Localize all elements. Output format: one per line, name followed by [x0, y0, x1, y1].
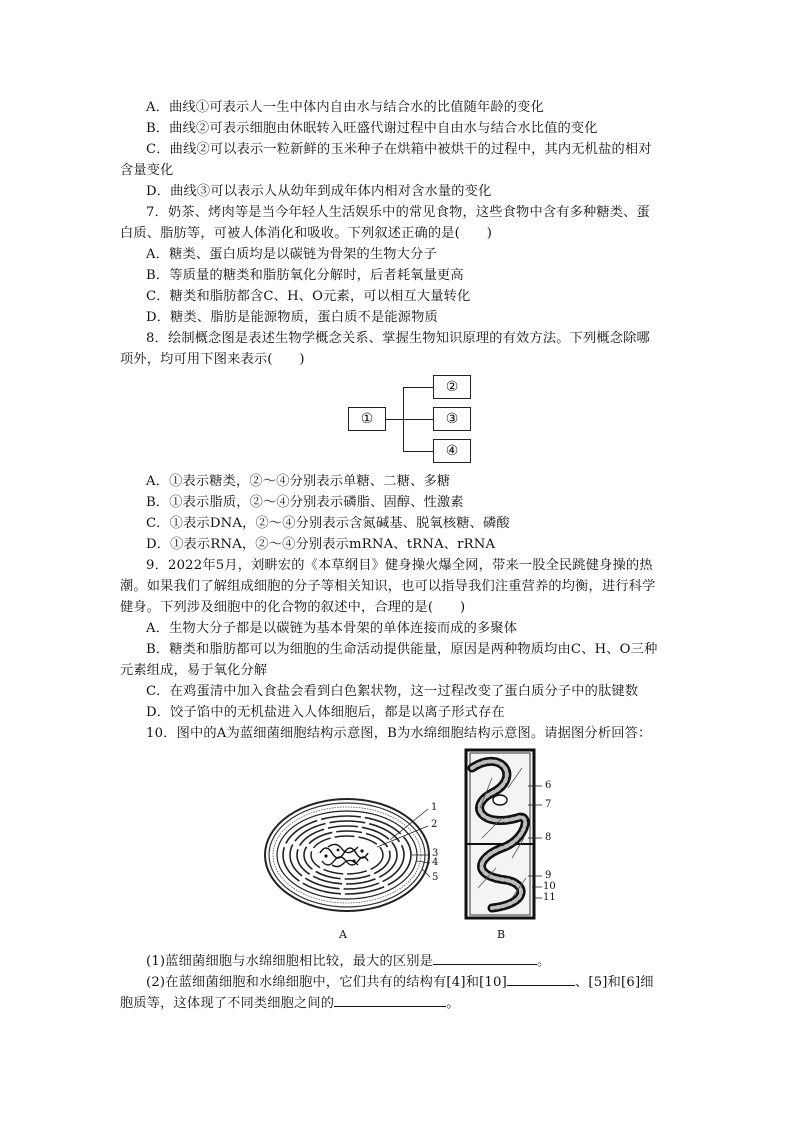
answer-blank-3[interactable] [334, 992, 446, 1007]
q7-option-c: C．糖类和脂肪都含C、H、O元素，可以相互大量转化 [146, 289, 471, 304]
q7-option-d: D．糖类、脂肪是能源物质，蛋白质不是能源物质 [146, 310, 438, 325]
concept-child-box-2: ② [433, 375, 471, 399]
figure-b-number-11: 11 [543, 892, 556, 903]
q10-sub2-prompt: (2)在蓝细菌细胞和水绵细胞中，它们共有的结构有[4]和[10] [146, 975, 507, 990]
nucleus [493, 795, 507, 805]
q7-stem-line2: 白质、脂肪等，可被人体消化和吸收。下列叙述正确的是( ) [120, 226, 493, 241]
figure-a-number-4: 4 [432, 857, 439, 868]
ribosome [324, 854, 327, 857]
figure-a-label: A [339, 928, 347, 941]
q9-option-c: C．在鸡蛋清中加入食盐会看到白色絮状物，这一过程改变了蛋白质分子中的肽键数 [146, 684, 639, 699]
q8-stem-line1: 8．绘制概念图是表述生物学概念关系、掌握生物知识原理的有效方法。下列概念除哪 [146, 331, 650, 346]
q7-stem-line1: 7．奶茶、烤肉等是当今年轻人生活娱乐中的常见食物，这些食物中含有多种糖类、蛋 [146, 205, 650, 220]
figure-a-number-1: 1 [431, 802, 438, 813]
figure-a-number-3: 3 [432, 848, 439, 859]
q8-option-d: D．①表示RNA，②～④分别表示mRNA、tRNA、rRNA [146, 537, 496, 552]
q6-option-d: D．曲线③可以表示人从幼年到成年体内相对含水量的变化 [146, 184, 492, 199]
concept-root-box: ① [348, 407, 386, 431]
connector-2 [403, 387, 433, 388]
connector-root [385, 419, 403, 420]
figure-b-number-10: 10 [543, 881, 556, 892]
q9-option-d: D．饺子馅中的无机盐进入人体细胞后，都是以离子形式存在 [146, 705, 505, 720]
figure-b-number-7: 7 [545, 799, 552, 810]
q10-sub2-end: 。 [446, 996, 460, 1011]
q6-option-b: B．曲线②可表示细胞由休眠转入旺盛代谢过程中自由水与结合水比值的变化 [146, 121, 598, 136]
q8-stem-line2: 项外，均可用下图来表示( ) [120, 352, 305, 367]
figure-b-number-9: 9 [545, 870, 552, 881]
figure-a-number-2: 2 [431, 819, 438, 830]
answer-blank-2[interactable] [507, 971, 575, 986]
q10-sub2-prompt-2: 胞质等，这体现了不同类细胞之间的 [120, 996, 335, 1011]
connector-3 [403, 419, 433, 420]
q10-stem: 10．图中的A为蓝细菌细胞结构示意图，B为水绵细胞结构示意图。请据图分析回答： [146, 726, 652, 741]
concept-child-box-3: ③ [433, 407, 471, 431]
q9-stem-line3: 健身。下列涉及细胞中的化合物的叙述中，合理的是( ) [120, 600, 466, 615]
figure-b-number-6: 6 [545, 780, 552, 791]
q7-option-b: B．等质量的糖类和脂肪氧化分解时，后者耗氧量更高 [146, 268, 464, 283]
q6-option-a: A．曲线①可表示人一生中体内自由水与结合水的比值随年龄的变化 [146, 100, 544, 115]
q8-option-c: C．①表示DNA，②～④分别表示含氮碱基、脱氧核糖、磷酸 [146, 516, 510, 531]
q10-sub1-end: 。 [537, 954, 551, 969]
q8-option-a: A．①表示糖类，②～④分别表示单糖、二糖、多糖 [146, 474, 451, 489]
q8-option-b: B．①表示脂质，②～④分别表示磷脂、固醇、性激素 [146, 495, 464, 510]
ribosome [352, 859, 355, 862]
q9-stem-line1: 9．2022年5月，刘畊宏的《本草纲目》健身操火爆全网，带来一股全民跳健身操的热 [146, 558, 653, 573]
figure-b-label: B [497, 928, 506, 941]
ribosome [337, 849, 340, 852]
figure-a-number-5: 5 [432, 872, 439, 883]
ribosome [360, 849, 363, 852]
q7-option-a: A．糖类、蛋白质均是以碳链为骨架的生物大分子 [146, 247, 437, 262]
q10-sub2-mid: 、[5]和[6]细 [574, 975, 654, 990]
q9-option-b-line2: 元素组成，易于氧化分解 [120, 663, 268, 678]
q9-stem-line2: 潮。如果我们了解组成细胞的分子等相关知识，也可以指导我们注重营养的均衡，进行科学 [120, 579, 656, 594]
figure-b-spirogyra [462, 748, 542, 920]
answer-blank-1[interactable] [433, 950, 537, 965]
q10-sub1-prompt: (1)蓝细菌细胞与水绵细胞相比较，最大的区别是 [146, 954, 434, 969]
q9-option-b-line1: B．糖类和脂肪都可以为细胞的生命活动提供能量，原因是两种物质均由C、H、O三种 [146, 642, 658, 657]
concept-child-box-4: ④ [433, 439, 471, 463]
figure-b-number-8: 8 [545, 832, 552, 843]
q6-option-c-line1: C．曲线②可以表示一粒新鲜的玉米种子在烘箱中被烘干的过程中，其内无机盐的相对 [146, 142, 652, 157]
figure-a-cyanobacterium [262, 795, 452, 925]
q9-option-a: A．生物大分子都是以碳链为基本骨架的单体连接而成的多聚体 [146, 621, 518, 636]
q10-sub2-line1 [146, 971, 654, 993]
q10-sub2-line2 [120, 992, 460, 1014]
q10-sub1 [146, 950, 550, 972]
connector-4 [403, 451, 433, 452]
q6-option-c-line2: 含量变化 [120, 163, 174, 178]
